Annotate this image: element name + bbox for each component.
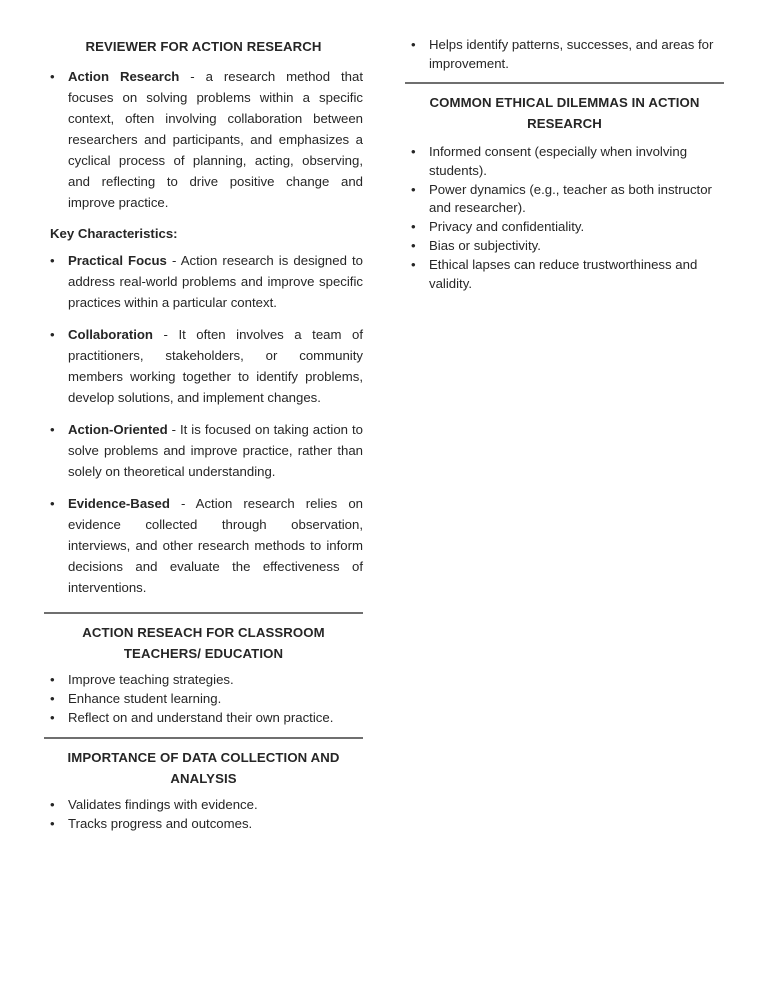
characteristic-text: Action research relies on evidence collected through observation, interviews, and other research methods to inform decisions and evaluate the effectiveness of interventions. [68, 496, 363, 595]
list-item-action-research [44, 66, 363, 213]
term-practical-focus: Practical Focus [68, 253, 167, 268]
characteristic-text: It often involves a team of practitioners, stakeholders, or community members working together to identify problems, develop solutions, and implement changes. [68, 327, 363, 405]
list-item-action-oriented [44, 419, 363, 482]
definition-text: a research method that focuses on solving problems within a specific context, often involving collaboration between researchers and participants, and emphasizes a cyclical process of planning, acting, observing, and reflecting to drive positive change and improve practice. [68, 69, 363, 210]
page-title: REVIEWER FOR ACTION RESEARCH [85, 39, 322, 54]
data-collection-section-heading: IMPORTANCE OF DATA COLLECTION AND ANALYSIS [67, 749, 340, 786]
classroom-section-list [44, 671, 363, 728]
key-characteristics-list [44, 250, 363, 598]
list-item: • Ethical lapses can reduce trustworthiness and validity. [405, 256, 724, 293]
list-item-collaboration [44, 324, 363, 408]
separator: - [179, 69, 206, 84]
ethical-dilemmas-list [405, 143, 724, 293]
classroom-section-heading: ACTION RESEACH FOR CLASSROOM TEACHERS/ EDUCATION [82, 625, 325, 661]
continued-list [405, 36, 724, 73]
list-item: • Privacy and confidentiality. [405, 218, 724, 237]
characteristic-text: It is focused on taking action to solve problems and improve practice, rather than solely on theoretical understanding. [68, 422, 363, 479]
section-divider-classroom-top [44, 612, 363, 614]
separator: - [169, 496, 196, 511]
list-item: • Power dynamics (e.g., teacher as both instructor and researcher). [405, 181, 724, 218]
term-action-oriented: Action-Oriented [68, 422, 168, 437]
separator: - [166, 253, 181, 268]
section-divider-data-collection-top [44, 737, 363, 739]
right-column [405, 36, 724, 994]
list-item: • Tracks progress and outcomes. [44, 815, 363, 834]
list-item: • Validates findings with evidence. [44, 796, 363, 815]
list-item: • Reflect on and understand their own practice. [44, 709, 363, 728]
definition-list [44, 66, 363, 213]
list-item: • Bias or subjectivity. [405, 237, 724, 256]
data-collection-section-list [44, 796, 363, 834]
section-divider-ethical-top [405, 82, 724, 84]
ethical-section-heading: COMMON ETHICAL DILEMMAS IN ACTION RESEARCH [429, 95, 700, 131]
list-item: • Informed consent (especially when involving students). [405, 143, 724, 180]
left-column [44, 36, 363, 994]
characteristic-text: Action research is designed to address real-world problems and improve specific practices within a particular context. [68, 253, 363, 310]
separator: - [153, 327, 179, 342]
list-item: • Enhance student learning. [44, 690, 363, 709]
separator: - [167, 422, 180, 437]
list-item-evidence-based [44, 493, 363, 598]
key-characteristics-heading: Key Characteristics: [50, 226, 178, 241]
term-evidence-based: Evidence-Based [68, 496, 170, 511]
term-action-research: Action Research [68, 69, 180, 84]
list-item: • Improve teaching strategies. [44, 671, 363, 690]
list-item-practical-focus [44, 250, 363, 313]
term-collaboration: Collaboration [68, 327, 153, 342]
list-item: • Helps identify patterns, successes, and areas for improvement. [405, 36, 724, 73]
spacer [44, 213, 363, 223]
